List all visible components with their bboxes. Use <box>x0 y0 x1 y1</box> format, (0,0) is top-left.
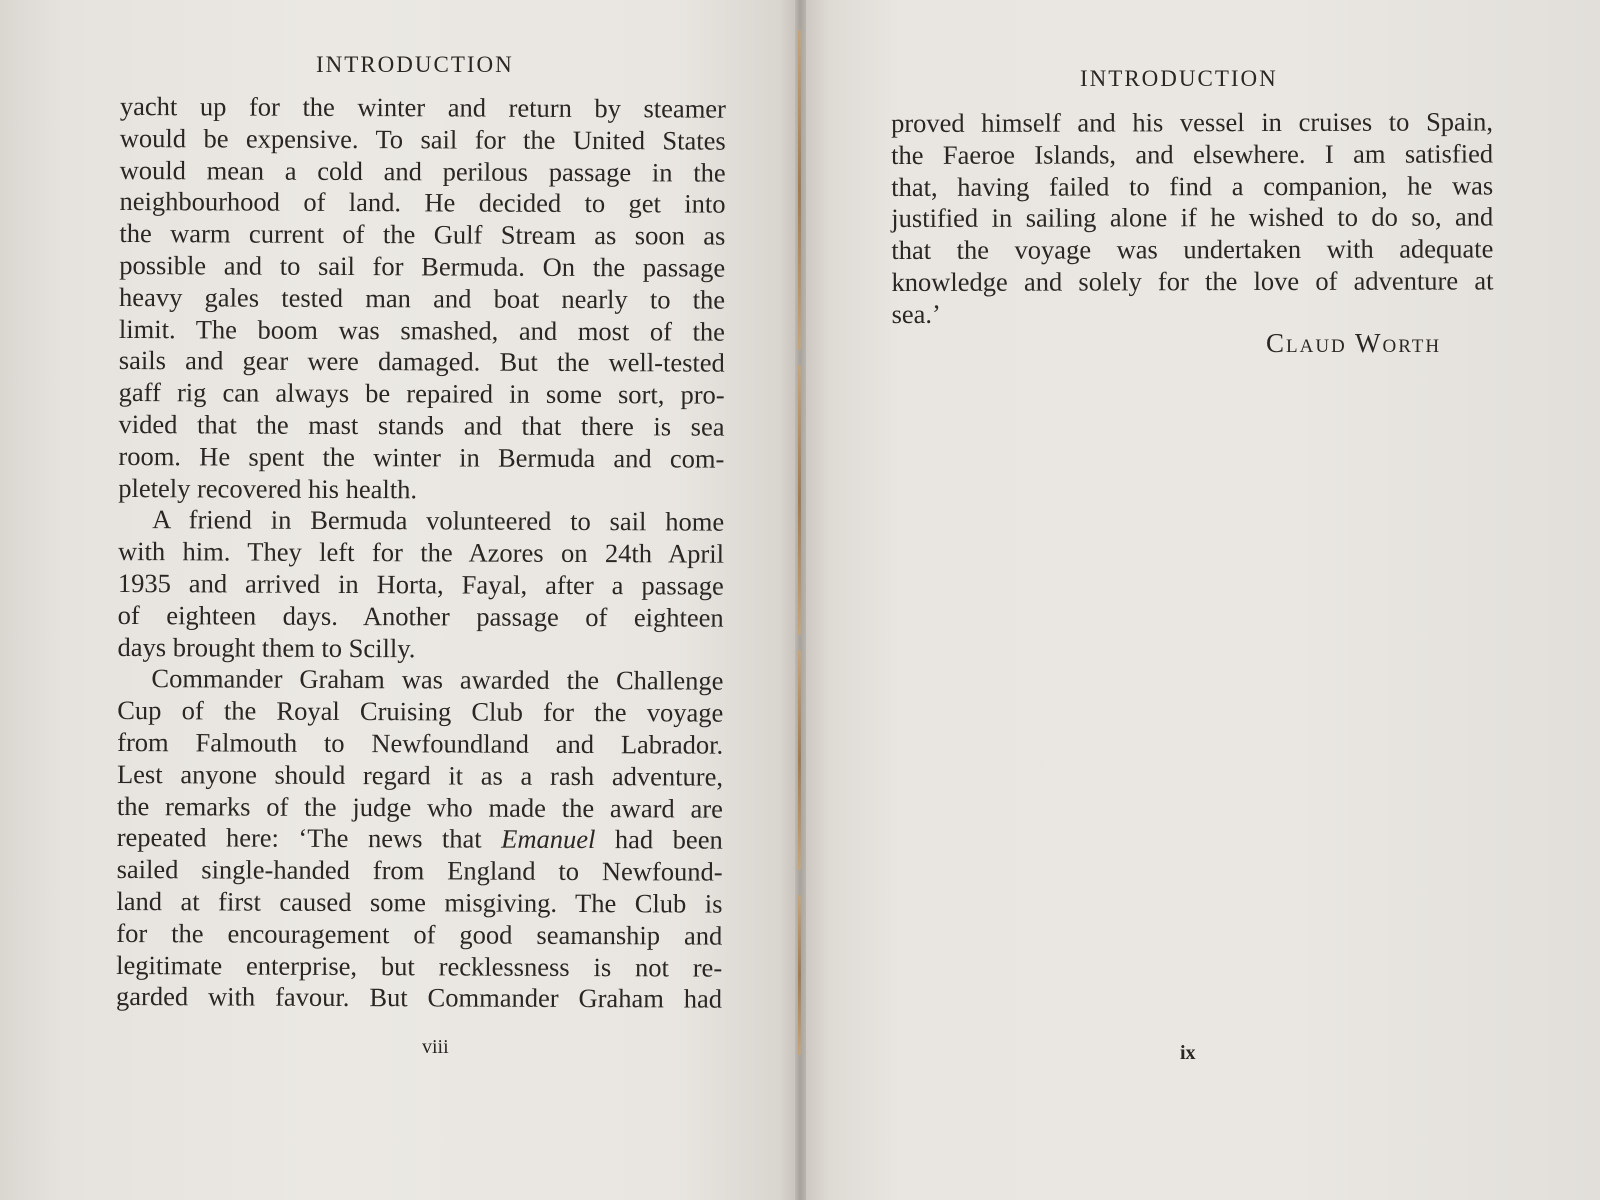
text-line: would mean a cold and perilous passage in the <box>119 154 726 188</box>
text-line: knowledge and solely for the love of adventure at <box>891 265 1494 297</box>
text-line: the remarks of the judge who made the award are <box>116 790 723 824</box>
text-line: heavy gales tested man and boat nearly to the <box>119 281 726 315</box>
text-line: room. He spent the winter in Bermuda and com- <box>118 440 725 474</box>
left-body-text <box>116 91 726 1016</box>
text-line: garded with favour. But Commander Graham had <box>115 981 723 1014</box>
left-folio: viii <box>422 1036 449 1058</box>
text-line: days brought them to Scilly. <box>117 631 416 663</box>
text-line: sea.’ <box>891 298 941 329</box>
text-line: neighbourhood of land. He decided to get into <box>119 186 726 220</box>
text-line: pletely recovered his health. <box>118 472 418 504</box>
binding-thread <box>798 895 801 1055</box>
right-folio: ix <box>1180 1042 1196 1064</box>
text-line: limit. The boom was smashed, and most of the <box>118 313 726 347</box>
binding-thread <box>798 650 801 870</box>
text-line: that, having failed to find a companion, he was <box>891 170 1494 202</box>
text-line: possible and to sail for Bermuda. On the passage <box>119 249 726 283</box>
text-line: proved himself and his vessel in cruises to Spain, <box>891 106 1494 138</box>
text-line: sails and gear were damaged. But the well-tested <box>118 345 725 379</box>
text-line: from Falmouth to Newfoundland and Labrador. <box>117 726 724 760</box>
text-line: with him. They left for the Azores on 24th April <box>117 536 725 569</box>
text-line: gaff rig can always be repaired in some sort, pro- <box>118 377 725 410</box>
ship-name-italic: Emanuel <box>501 823 596 855</box>
text-line: land at first caused some misgiving. The Club is <box>116 885 723 919</box>
text-line: 1935 and arrived in Horta, Fayal, after a passage <box>117 567 724 601</box>
text-line: Commander Graham was awarded the Challenge <box>151 663 724 696</box>
binding-thread <box>798 30 801 350</box>
left-page <box>0 0 795 1200</box>
binding-thread <box>798 365 801 635</box>
text-line: yacht up for the winter and return by steamer <box>119 91 726 124</box>
left-running-head: INTRODUCTION <box>316 52 514 77</box>
text-line: sailed single-handed from England to Newfound- <box>116 854 723 887</box>
text-line: Lest anyone should regard it as a rash adventure, <box>116 758 724 792</box>
text-line: for the encouragement of good seamanship and <box>116 917 723 951</box>
author-signature: Claud Worth <box>1266 328 1442 358</box>
text-line-with-italic <box>117 822 723 856</box>
text-line: the warm current of the Gulf Stream as soon as <box>119 218 726 251</box>
text-line: the Faeroe Islands, and elsewhere. I am satisfied <box>891 138 1494 170</box>
text-line: Cup of the Royal Cruising Club for the voyage <box>117 695 724 728</box>
right-body-text <box>891 106 1494 330</box>
text-line: justified in sailing alone if he wished to do so, and <box>891 201 1494 234</box>
text-fragment: had been <box>614 824 723 855</box>
text-line: of eighteen days. Another passage of eighteen <box>117 599 724 633</box>
right-page <box>806 0 1600 1200</box>
text-line: vided that the mast stands and that there is sea <box>118 408 725 442</box>
text-line: legitimate enterprise, but recklessness is not re- <box>116 949 723 983</box>
right-running-head: INTRODUCTION <box>1080 66 1278 91</box>
text-fragment: repeated here: ‘The news that <box>116 822 482 854</box>
text-line: A friend in Bermuda volunteered to sail home <box>152 504 725 537</box>
text-line: that the voyage was undertaken with adequate <box>891 233 1494 266</box>
text-line: would be expensive. To sail for the United States <box>119 122 726 156</box>
